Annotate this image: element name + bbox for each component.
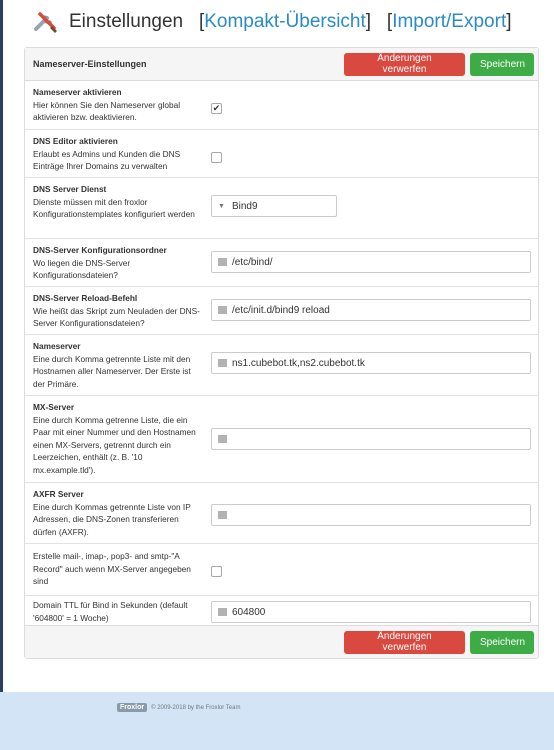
discard-changes-button-bottom[interactable]: Änderungen verwerfen: [344, 631, 465, 654]
setting-description: Erlaubt es Admins und Kunden die DNS Einträge Ihrer Domains zu verwalten: [33, 148, 181, 171]
nameserver-list-value: ns1.cubebot.tk,ns2.cubebot.tk: [232, 357, 365, 369]
bracket-close: ]: [365, 11, 372, 32]
setting-row-axfr-server: [25, 482, 538, 543]
nameserver-enable-checkbox[interactable]: ✔: [212, 103, 221, 113]
setting-description: Dienste müssen mit den froxlor Konfigurationstemplates konfiguriert werden: [33, 196, 195, 219]
text-lines-icon: [218, 258, 227, 266]
setting-title: DNS Editor aktivieren: [33, 136, 118, 146]
header-button-group: [344, 53, 534, 76]
domain-ttl-value: 604800: [232, 606, 266, 618]
save-button[interactable]: Speichern: [470, 53, 534, 76]
setting-label: [33, 488, 201, 538]
setting-title: MX-Server: [33, 402, 75, 412]
title-text: [69, 11, 512, 33]
config-dir-value: /etc/bind/: [232, 256, 273, 268]
setting-description: Eine durch Komma getrennte Liste mit den Hostnamen aller Nameserver. Der Erste ist der Primäre.: [33, 353, 191, 389]
setting-description: Wie heißt das Skript zum Neuladen der DNS-Server Konfigurationsdateien?: [33, 305, 200, 328]
setting-row-dns-editor: [25, 129, 538, 177]
axfr-server-input[interactable]: [211, 504, 531, 526]
froxlor-logo[interactable]: Froxlor: [117, 703, 147, 712]
dns-editor-checkbox[interactable]: [211, 152, 222, 163]
setting-row-a-record: [25, 543, 538, 595]
setting-label: [33, 292, 201, 330]
compact-overview-link[interactable]: Kompakt-Übersicht: [204, 11, 366, 32]
footer-copyright: © 2009-2018 by the Froxlor Team: [151, 704, 241, 711]
settings-title: Einstellungen: [69, 11, 184, 32]
import-export-link[interactable]: Import/Export: [392, 11, 507, 32]
setting-row-dns-service: [25, 177, 538, 238]
setting-row-reload-command: [25, 286, 538, 334]
dns-service-select[interactable]: [211, 195, 337, 217]
setting-description: Hier können Sie den Nameserver global aktivieren bzw. deaktivieren.: [33, 99, 181, 122]
setting-title: Nameserver aktivieren: [33, 87, 122, 97]
text-lines-icon: [218, 435, 227, 443]
setting-row-config-dir: [25, 238, 538, 286]
setting-row-nameserver-enable: [25, 81, 538, 129]
setting-label: [33, 599, 201, 624]
text-lines-icon: [218, 359, 227, 367]
discard-changes-button[interactable]: Änderungen verwerfen: [344, 53, 465, 76]
setting-row-nameserver-list: [25, 334, 538, 395]
panel-header: [25, 48, 538, 81]
setting-description: Eine durch Kommas getrennte Liste von IP Adressen, die DNS-Zonen transferieren dürfen (AXFR).: [33, 501, 191, 537]
mx-server-input[interactable]: [211, 428, 531, 450]
nameserver-list-input[interactable]: [211, 352, 531, 374]
setting-title: AXFR Server: [33, 489, 84, 499]
setting-label: [33, 135, 201, 173]
setting-row-mx-server: [25, 395, 538, 482]
tools-icon: [33, 9, 59, 35]
save-button-bottom[interactable]: Speichern: [470, 631, 534, 654]
setting-description: Eine durch Komma getrenne Liste, die ein Paar mit einer Nummer und den Hostnamen einen MX-Servers, getrennt durch ein Leerzeichen, enthält (z. B. '10 mx.example.tld').: [33, 414, 196, 475]
setting-row-domain-ttl: [25, 595, 538, 627]
setting-description: Wo liegen die DNS-Server Konfigurationsdateien?: [33, 257, 131, 280]
setting-label: [33, 244, 201, 282]
page-footer: [0, 692, 554, 750]
setting-label: [33, 183, 201, 221]
setting-title: Nameserver: [33, 341, 81, 351]
bracket-close-2: ]: [506, 11, 512, 32]
page: [3, 0, 554, 692]
setting-description: Domain TTL für Bind in Sekunden (default '604800' = 1 Woche): [33, 600, 188, 623]
setting-label: [33, 550, 201, 588]
text-lines-icon: [218, 306, 227, 314]
bracket-open: [: [198, 11, 205, 32]
reload-command-input[interactable]: [211, 299, 531, 321]
caret-down-icon: ▼: [218, 202, 225, 210]
footer-button-group: [344, 631, 534, 654]
text-lines-icon: [218, 511, 227, 519]
page-title: [33, 8, 512, 36]
a-record-checkbox[interactable]: [211, 566, 222, 577]
bracket-open-2: [: [386, 11, 393, 32]
text-lines-icon: [218, 608, 227, 616]
config-dir-input[interactable]: [211, 251, 531, 273]
panel-title: Nameserver-Einstellungen: [33, 59, 147, 69]
setting-label: [33, 401, 201, 476]
setting-description: Erstelle mail-, imap-, pop3- and smtp-"A Record" auch wenn MX-Server angegeben sind: [33, 551, 191, 586]
footer-content: [117, 703, 240, 712]
nameserver-settings-panel: [24, 47, 539, 659]
domain-ttl-input[interactable]: [211, 601, 531, 623]
setting-title: DNS-Server Konfigurationsordner: [33, 245, 167, 255]
reload-command-value: /etc/init.d/bind9 reload: [232, 304, 330, 316]
dns-service-value: Bind9: [231, 200, 258, 212]
panel-footer: [25, 625, 538, 658]
setting-title: DNS-Server Reload-Befehl: [33, 293, 138, 303]
setting-label: [33, 86, 201, 124]
setting-label: [33, 340, 201, 390]
setting-title: DNS Server Dienst: [33, 184, 107, 194]
